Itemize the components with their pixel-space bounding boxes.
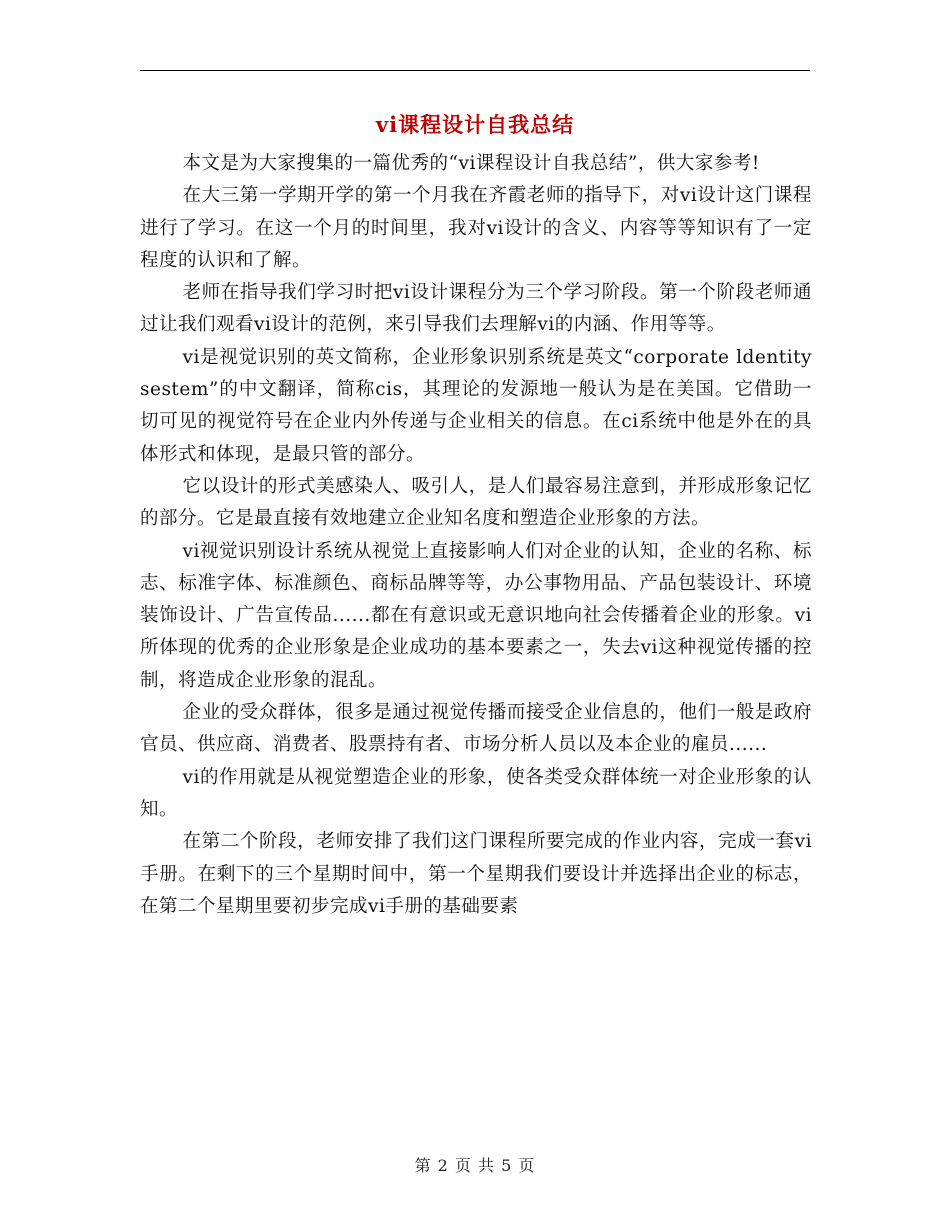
paragraph-vi-definition: vi是视觉识别的英文简称，企业形象识别系统是英文“corporate ldentity sestem”的中文翻译，简称cis，其理论的发源地一般认为是在美国。它借助一切可见的视觉符号在企业内外传递与企业相关的信息。在ci系统中他是外在的具体形式和体现，是最只管的部分。 [140, 346, 812, 465]
paragraph-vi-role: vi的作用就是从视觉塑造企业的形象，使各类受众群体统一对企业形象的认知。 [140, 766, 812, 820]
paragraph-three-stages: 老师在指导我们学习时把vi设计课程分为三个学习阶段。第一个阶段老师通过让我们观看vi设计的范例，来引导我们去理解vi的内涵、作用等等。 [140, 282, 812, 336]
document-title: vi课程设计自我总结 [375, 112, 575, 137]
header-rule [140, 70, 810, 71]
paragraph-second-stage: 在第二个阶段，老师安排了我们这门课程所要完成的作业内容，完成一套vi手册。在剩下的三个星期时间中，第一个星期我们要设计并选择出企业的标志，在第二个星期里要初步完成vi手册的基础要素 [140, 831, 812, 917]
paragraph-intro: 本文是为大家搜集的一篇优秀的“vi课程设计自我总结”，供大家参考! [182, 153, 760, 174]
paragraph-vi-system: vi视觉识别设计系统从视觉上直接影响人们对企业的认知，企业的名称、标志、标准字体、标准颜色、商标品牌等等，办公事物用品、产品包装设计、环境装饰设计、广告宣传品......都在有意识或无意识地向社会传播着企业的形象。vi所体现的优秀的企业形象是企业成功的基本要素之一，失去vi这种视觉传播的控制，将造成企业形象的混乱。 [140, 540, 812, 691]
paragraph-vi-appeal: 它以设计的形式美感染人、吸引人，是人们最容易注意到，并形成形象记忆的部分。它是最直接有效地建立企业知名度和塑造企业形象的方法。 [140, 475, 812, 530]
page-number: 第 2 页 共 5 页 [414, 1156, 536, 1175]
document-body [140, 148, 812, 923]
paragraph-course-start: 在大三第一学期开学的第一个月我在齐霞老师的指导下，对vi设计这门课程进行了学习。在这一个月的时间里，我对vi设计的含义、内容等等知识有了一定程度的认识和了解。 [140, 185, 812, 271]
paragraph-audience: 企业的受众群体，很多是通过视觉传播而接受企业信息的，他们一般是政府官员、供应商、消费者、股票持有者、市场分析人员以及本企业的雇员...... [140, 702, 812, 756]
